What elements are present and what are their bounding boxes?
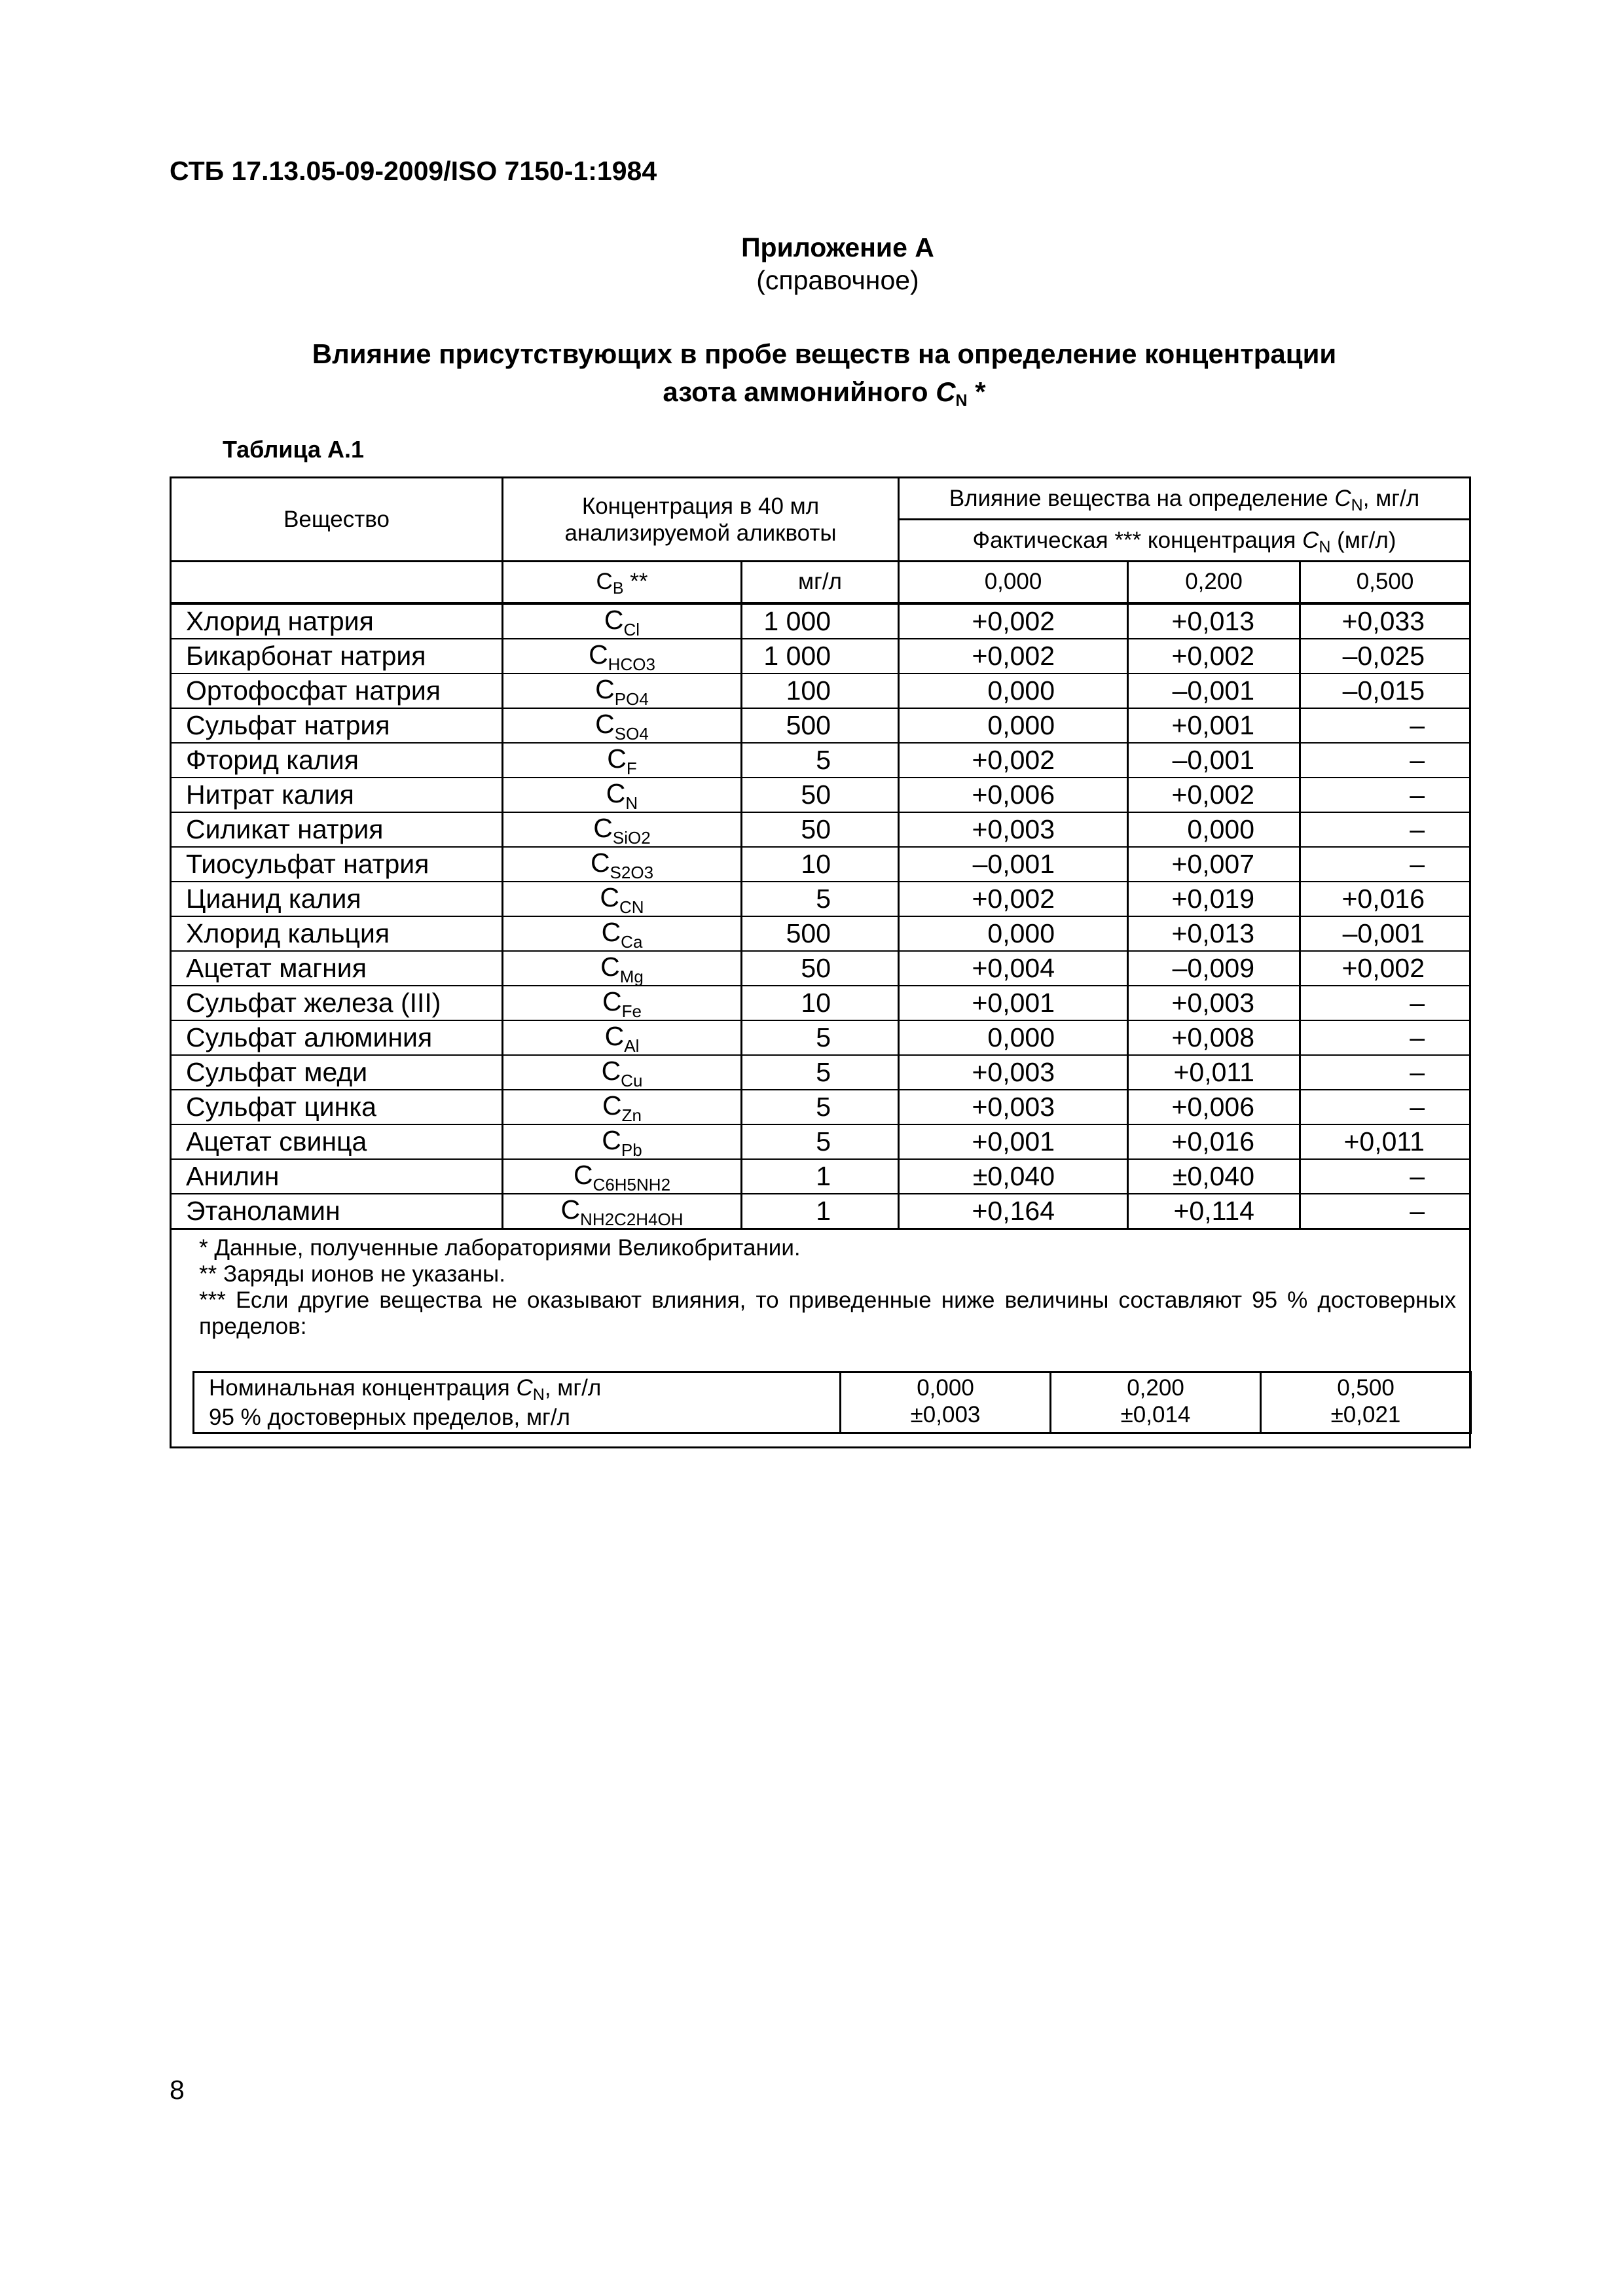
table-row xyxy=(171,743,1470,778)
limits-label-1-prefix: Номинальная концентрация xyxy=(209,1374,517,1401)
influence-0-000: +0,003 xyxy=(899,1055,1128,1090)
table-row xyxy=(171,812,1470,847)
symbol-letter: C xyxy=(595,708,615,739)
substance-symbol xyxy=(503,603,742,639)
influence-0-500: – xyxy=(1300,1194,1470,1229)
main-title-symbol-sub: N xyxy=(955,391,968,410)
substance-name: Сульфат железа (III) xyxy=(171,986,503,1020)
table-row xyxy=(171,1194,1470,1229)
substance-name: Нитрат калия xyxy=(171,778,503,812)
document-code: СТБ 17.13.05-09-2009/ISO 7150-1:1984 xyxy=(170,156,657,186)
limits-col-1-top: 0,000 xyxy=(917,1374,974,1401)
influence-0-000: +0,002 xyxy=(899,639,1128,673)
symbol-letter: C xyxy=(595,673,615,704)
influence-0-500: – xyxy=(1300,708,1470,743)
symbol-letter: C xyxy=(601,1055,621,1086)
header-influence-prefix: Влияние вещества на определение xyxy=(949,485,1335,511)
substance-name: Ацетат магния xyxy=(171,951,503,986)
concentration-value: 5 xyxy=(742,1055,899,1090)
substance-name: Ортофосфат натрия xyxy=(171,673,503,708)
substance-symbol xyxy=(503,986,742,1020)
header-cb-symbol: C xyxy=(596,569,613,595)
concentration-value: 10 xyxy=(742,986,899,1020)
symbol-subscript: N xyxy=(625,793,638,813)
influence-0-200: +0,013 xyxy=(1128,916,1300,951)
substance-symbol xyxy=(503,882,742,916)
header-actual-suffix: (мг/л) xyxy=(1330,527,1396,553)
table-row xyxy=(171,603,1470,639)
note-1: * Данные, полученные лабораториями Великобритании. xyxy=(199,1234,801,1261)
concentration-value: 10 xyxy=(742,847,899,882)
table-row xyxy=(171,778,1470,812)
substance-name: Сульфат цинка xyxy=(171,1090,503,1124)
symbol-subscript: Mg xyxy=(619,966,644,986)
substance-name: Этаноламин xyxy=(171,1194,503,1229)
substance-symbol xyxy=(503,1090,742,1124)
limits-col-1-bottom: ±0,003 xyxy=(910,1401,981,1427)
limits-label-1-symbol: C xyxy=(516,1374,533,1401)
concentration-value: 5 xyxy=(742,1124,899,1159)
header-actual xyxy=(899,520,1470,562)
concentration-value: 1 000 xyxy=(742,639,899,673)
table-row xyxy=(171,1090,1470,1124)
concentration-value: 5 xyxy=(742,1090,899,1124)
influence-0-200: +0,008 xyxy=(1128,1020,1300,1055)
header-influence-suffix: , мг/л xyxy=(1362,485,1420,511)
table-row xyxy=(171,673,1470,708)
symbol-subscript: PO4 xyxy=(614,689,649,709)
symbol-subscript: SiO2 xyxy=(612,827,651,848)
substance-symbol xyxy=(503,639,742,673)
header-actual-symbol-sub: N xyxy=(1319,537,1331,556)
substance-symbol xyxy=(503,778,742,812)
note-2: ** Заряды ионов не указаны. xyxy=(199,1261,505,1287)
symbol-subscript: NH2C2H4OH xyxy=(580,1209,684,1229)
table-row xyxy=(171,1124,1470,1159)
symbol-letter: C xyxy=(602,1090,622,1121)
note-3: *** Если другие вещества не оказывают влияния, то приведенные ниже величины составляют 95 % достоверных пределов: xyxy=(199,1287,1456,1339)
notes-cell xyxy=(171,1229,1470,1447)
concentration-value: 1 000 xyxy=(742,603,899,639)
substance-name: Сульфат меди xyxy=(171,1055,503,1090)
table-row xyxy=(171,847,1470,882)
concentration-value: 5 xyxy=(742,1020,899,1055)
limits-col-3-bottom: ±0,021 xyxy=(1330,1401,1401,1427)
influence-0-500: –0,025 xyxy=(1300,639,1470,673)
influence-0-000: +0,006 xyxy=(899,778,1128,812)
influence-0-500: – xyxy=(1300,1055,1470,1090)
influence-0-500: – xyxy=(1300,986,1470,1020)
influence-0-500: – xyxy=(1300,1020,1470,1055)
influence-0-500: – xyxy=(1300,778,1470,812)
substance-name: Сульфат натрия xyxy=(171,708,503,743)
header-actual-prefix: Фактическая *** концентрация xyxy=(972,527,1303,553)
influence-0-500: –0,015 xyxy=(1300,673,1470,708)
symbol-letter: C xyxy=(602,1124,621,1155)
influence-0-000: 0,000 xyxy=(899,916,1128,951)
concentration-value: 50 xyxy=(742,778,899,812)
table-row xyxy=(171,916,1470,951)
table-row xyxy=(171,708,1470,743)
influence-0-500: – xyxy=(1300,847,1470,882)
table-row xyxy=(171,1055,1470,1090)
influence-0-000: –0,001 xyxy=(899,847,1128,882)
table-body xyxy=(171,603,1470,1229)
influence-0-200: +0,001 xyxy=(1128,708,1300,743)
main-title-line2-prefix: азота аммонийного xyxy=(663,376,936,407)
substance-symbol xyxy=(503,1159,742,1194)
influence-0-000: +0,001 xyxy=(899,986,1128,1020)
main-title-symbol: C xyxy=(936,376,956,407)
main-title xyxy=(170,335,1479,415)
substance-symbol xyxy=(503,1124,742,1159)
symbol-subscript: Cl xyxy=(623,619,640,639)
substance-name: Силикат натрия xyxy=(171,812,503,847)
concentration-value: 5 xyxy=(742,743,899,778)
concentration-value: 500 xyxy=(742,916,899,951)
influence-0-000: +0,002 xyxy=(899,603,1128,639)
confidence-limits-table xyxy=(192,1371,1472,1434)
symbol-subscript: Pb xyxy=(621,1139,642,1160)
header-v3: 0,500 xyxy=(1300,562,1470,603)
symbol-subscript: CN xyxy=(619,897,644,917)
substance-symbol xyxy=(503,1194,742,1229)
influence-0-200: +0,002 xyxy=(1128,639,1300,673)
influence-0-000: 0,000 xyxy=(899,1020,1128,1055)
symbol-subscript: SO4 xyxy=(614,723,649,744)
annex-title: Приложение А xyxy=(741,232,934,262)
substance-name: Ацетат свинца xyxy=(171,1124,503,1159)
concentration-value: 1 xyxy=(742,1194,899,1229)
symbol-subscript: F xyxy=(626,758,637,778)
influence-0-000: +0,002 xyxy=(899,882,1128,916)
substance-name: Бикарбонат натрия xyxy=(171,639,503,673)
limits-label-1 xyxy=(209,1374,825,1404)
limits-col-3 xyxy=(1261,1372,1471,1433)
table-row xyxy=(171,986,1470,1020)
header-concentration-line1: Концентрация в 40 мл xyxy=(581,493,820,519)
annex-type: (справочное) xyxy=(756,265,919,295)
substance-symbol xyxy=(503,673,742,708)
symbol-letter: C xyxy=(590,847,610,878)
substance-name: Фторид калия xyxy=(171,743,503,778)
influence-0-500: +0,002 xyxy=(1300,951,1470,986)
influence-0-000: +0,003 xyxy=(899,1090,1128,1124)
symbol-letter: C xyxy=(602,986,622,1016)
influence-0-000: +0,002 xyxy=(899,743,1128,778)
substance-symbol xyxy=(503,1055,742,1090)
header-concentration xyxy=(503,478,899,562)
symbol-subscript: S2O3 xyxy=(610,862,654,882)
header-influence-symbol: C xyxy=(1334,485,1351,511)
header-cb-suffix: ** xyxy=(623,569,648,595)
influence-0-200: +0,114 xyxy=(1128,1194,1300,1229)
table-row xyxy=(171,1020,1470,1055)
table-row xyxy=(171,639,1470,673)
symbol-letter: C xyxy=(589,639,608,670)
limits-label-cell xyxy=(194,1372,841,1433)
influence-0-200: +0,002 xyxy=(1128,778,1300,812)
header-row-1 xyxy=(171,478,1470,520)
concentration-value: 50 xyxy=(742,812,899,847)
substance-name: Анилин xyxy=(171,1159,503,1194)
symbol-subscript: Zn xyxy=(621,1105,642,1125)
substance-symbol xyxy=(503,951,742,986)
main-title-suffix: * xyxy=(967,376,986,407)
header-substance: Вещество xyxy=(171,478,503,562)
influence-0-200: –0,009 xyxy=(1128,951,1300,986)
symbol-letter: C xyxy=(601,916,621,947)
limits-col-1 xyxy=(841,1372,1051,1433)
influence-0-200: +0,007 xyxy=(1128,847,1300,882)
symbol-letter: C xyxy=(560,1194,581,1225)
limits-label-2: 95 % достоверных пределов, мг/л xyxy=(209,1404,570,1430)
header-concentration-line2: анализируемой аликвоты xyxy=(564,520,837,546)
limits-col-2-bottom: ±0,014 xyxy=(1120,1401,1191,1427)
main-title-line2 xyxy=(170,373,1479,415)
limits-row xyxy=(194,1372,1471,1433)
limits-col-2-top: 0,200 xyxy=(1127,1374,1184,1401)
symbol-subscript: Fe xyxy=(621,1001,642,1021)
page-number: 8 xyxy=(170,2075,185,2105)
notes-row xyxy=(171,1229,1470,1447)
influence-0-200: ±0,040 xyxy=(1128,1159,1300,1194)
symbol-letter: C xyxy=(604,1020,625,1051)
influence-0-200: +0,013 xyxy=(1128,603,1300,639)
symbol-letter: C xyxy=(600,951,620,982)
limits-label-1-symbol-sub: N xyxy=(532,1385,545,1404)
symbol-subscript: Al xyxy=(624,1035,640,1056)
substance-symbol xyxy=(503,743,742,778)
concentration-value: 500 xyxy=(742,708,899,743)
concentration-value: 100 xyxy=(742,673,899,708)
limits-label-1-suffix: , мг/л xyxy=(544,1374,602,1401)
symbol-letter: C xyxy=(606,778,626,808)
substance-symbol xyxy=(503,847,742,882)
table-row xyxy=(171,951,1470,986)
header-v2: 0,200 xyxy=(1128,562,1300,603)
header-cb-sub: B xyxy=(612,579,624,598)
influence-0-200: +0,016 xyxy=(1128,1124,1300,1159)
substance-symbol xyxy=(503,708,742,743)
table-row xyxy=(171,1159,1470,1194)
symbol-subscript: Cu xyxy=(621,1070,643,1090)
influence-0-000: +0,001 xyxy=(899,1124,1128,1159)
limits-col-2 xyxy=(1051,1372,1261,1433)
header-actual-symbol: C xyxy=(1302,527,1319,553)
influence-0-500: +0,016 xyxy=(1300,882,1470,916)
influence-0-500: – xyxy=(1300,1159,1470,1194)
header-influence-symbol-sub: N xyxy=(1351,495,1363,514)
header-cb xyxy=(503,562,742,603)
header-row-3 xyxy=(171,562,1470,603)
influence-0-200: +0,006 xyxy=(1128,1090,1300,1124)
concentration-value: 1 xyxy=(742,1159,899,1194)
influence-0-200: +0,019 xyxy=(1128,882,1300,916)
influence-0-000: +0,004 xyxy=(899,951,1128,986)
influence-0-500: –0,001 xyxy=(1300,916,1470,951)
symbol-subscript: HCO3 xyxy=(608,654,655,674)
symbol-letter: C xyxy=(573,1159,593,1190)
concentration-value: 5 xyxy=(742,882,899,916)
substance-symbol xyxy=(503,916,742,951)
substance-symbol xyxy=(503,812,742,847)
table-caption: Таблица А.1 xyxy=(223,436,365,463)
influence-0-200: +0,011 xyxy=(1128,1055,1300,1090)
influence-0-500: – xyxy=(1300,743,1470,778)
header-influence xyxy=(899,478,1470,520)
symbol-letter: C xyxy=(607,743,627,774)
influence-0-000: 0,000 xyxy=(899,708,1128,743)
influence-0-200: –0,001 xyxy=(1128,743,1300,778)
substance-name: Тиосульфат натрия xyxy=(171,847,503,882)
substance-influence-table xyxy=(170,476,1471,1448)
influence-0-000: 0,000 xyxy=(899,673,1128,708)
influence-0-200: 0,000 xyxy=(1128,812,1300,847)
main-title-line1: Влияние присутствующих в пробе веществ на определение концентрации xyxy=(312,338,1337,369)
influence-0-500: +0,011 xyxy=(1300,1124,1470,1159)
influence-0-500: +0,033 xyxy=(1300,603,1470,639)
influence-0-000: +0,003 xyxy=(899,812,1128,847)
table-row xyxy=(171,882,1470,916)
header-v1: 0,000 xyxy=(899,562,1128,603)
concentration-value: 50 xyxy=(742,951,899,986)
substance-name: Сульфат алюминия xyxy=(171,1020,503,1055)
symbol-subscript: Ca xyxy=(621,931,643,952)
influence-0-500: – xyxy=(1300,812,1470,847)
influence-0-200: –0,001 xyxy=(1128,673,1300,708)
symbol-letter: C xyxy=(604,604,624,635)
substance-name: Цианид калия xyxy=(171,882,503,916)
symbol-letter: C xyxy=(600,882,620,912)
influence-0-000: ±0,040 xyxy=(899,1159,1128,1194)
symbol-subscript: C6H5NH2 xyxy=(593,1174,671,1194)
substance-name: Хлорид натрия xyxy=(171,603,503,639)
substance-symbol xyxy=(503,1020,742,1055)
header-empty-cell xyxy=(171,562,503,603)
influence-0-000: +0,164 xyxy=(899,1194,1128,1229)
symbol-letter: C xyxy=(593,812,613,843)
header-unit: мг/л xyxy=(742,562,899,603)
influence-0-200: +0,003 xyxy=(1128,986,1300,1020)
limits-col-3-top: 0,500 xyxy=(1337,1374,1395,1401)
substance-name: Хлорид кальция xyxy=(171,916,503,951)
influence-0-500: – xyxy=(1300,1090,1470,1124)
